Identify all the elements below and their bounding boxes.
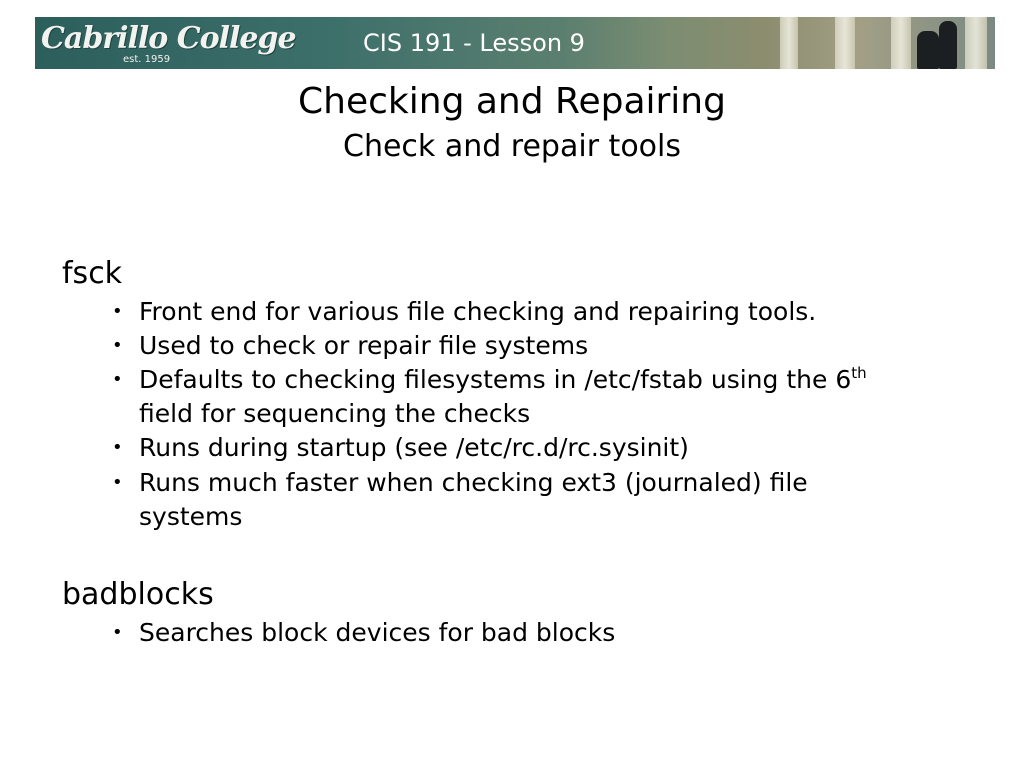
banner-pillar (965, 17, 987, 69)
bullet-defaults-continued: field for sequencing the checks (139, 399, 531, 428)
bullet-marker: • (112, 301, 123, 322)
bullet-marker: • (112, 472, 123, 493)
bullet-defaults (139, 363, 867, 397)
bullet-defaults-text: Defaults to checking filesystems in /etc/fstab using the 6 (139, 365, 852, 394)
college-logo (41, 19, 296, 67)
banner-pillar (891, 17, 911, 69)
slide-title: Checking and Repairing (298, 81, 726, 122)
bullet-badblocks: Searches block devices for bad blocks (139, 618, 616, 647)
bullet-ext3-continued: systems (139, 502, 243, 531)
banner-pillar (835, 17, 855, 69)
course-title: CIS 191 - Lesson 9 (363, 29, 585, 57)
ordinal-suffix: th (851, 364, 867, 382)
logo-wordmark: Cabrillo College (41, 21, 296, 56)
banner-pillar (780, 17, 798, 69)
section-heading-fsck: fsck (62, 256, 123, 291)
bullet-ext3: Runs much faster when checking ext3 (journaled) file (139, 468, 808, 497)
bullet-marker: • (112, 437, 123, 458)
logo-established: est. 1959 (123, 54, 171, 65)
section-heading-badblocks: badblocks (62, 577, 214, 612)
bullet-check-repair: Used to check or repair file systems (139, 331, 589, 360)
slide-subtitle: Check and repair tools (343, 129, 681, 164)
header-banner (35, 17, 995, 69)
bullet-front-end: Front end for various file checking and repairing tools. (139, 297, 817, 326)
bullet-marker: • (112, 335, 123, 356)
bullet-marker: • (112, 369, 123, 390)
banner-figure (939, 21, 957, 69)
banner-figure (917, 31, 939, 69)
bullet-marker: • (112, 622, 123, 643)
bullet-startup: Runs during startup (see /etc/rc.d/rc.sysinit) (139, 433, 689, 462)
